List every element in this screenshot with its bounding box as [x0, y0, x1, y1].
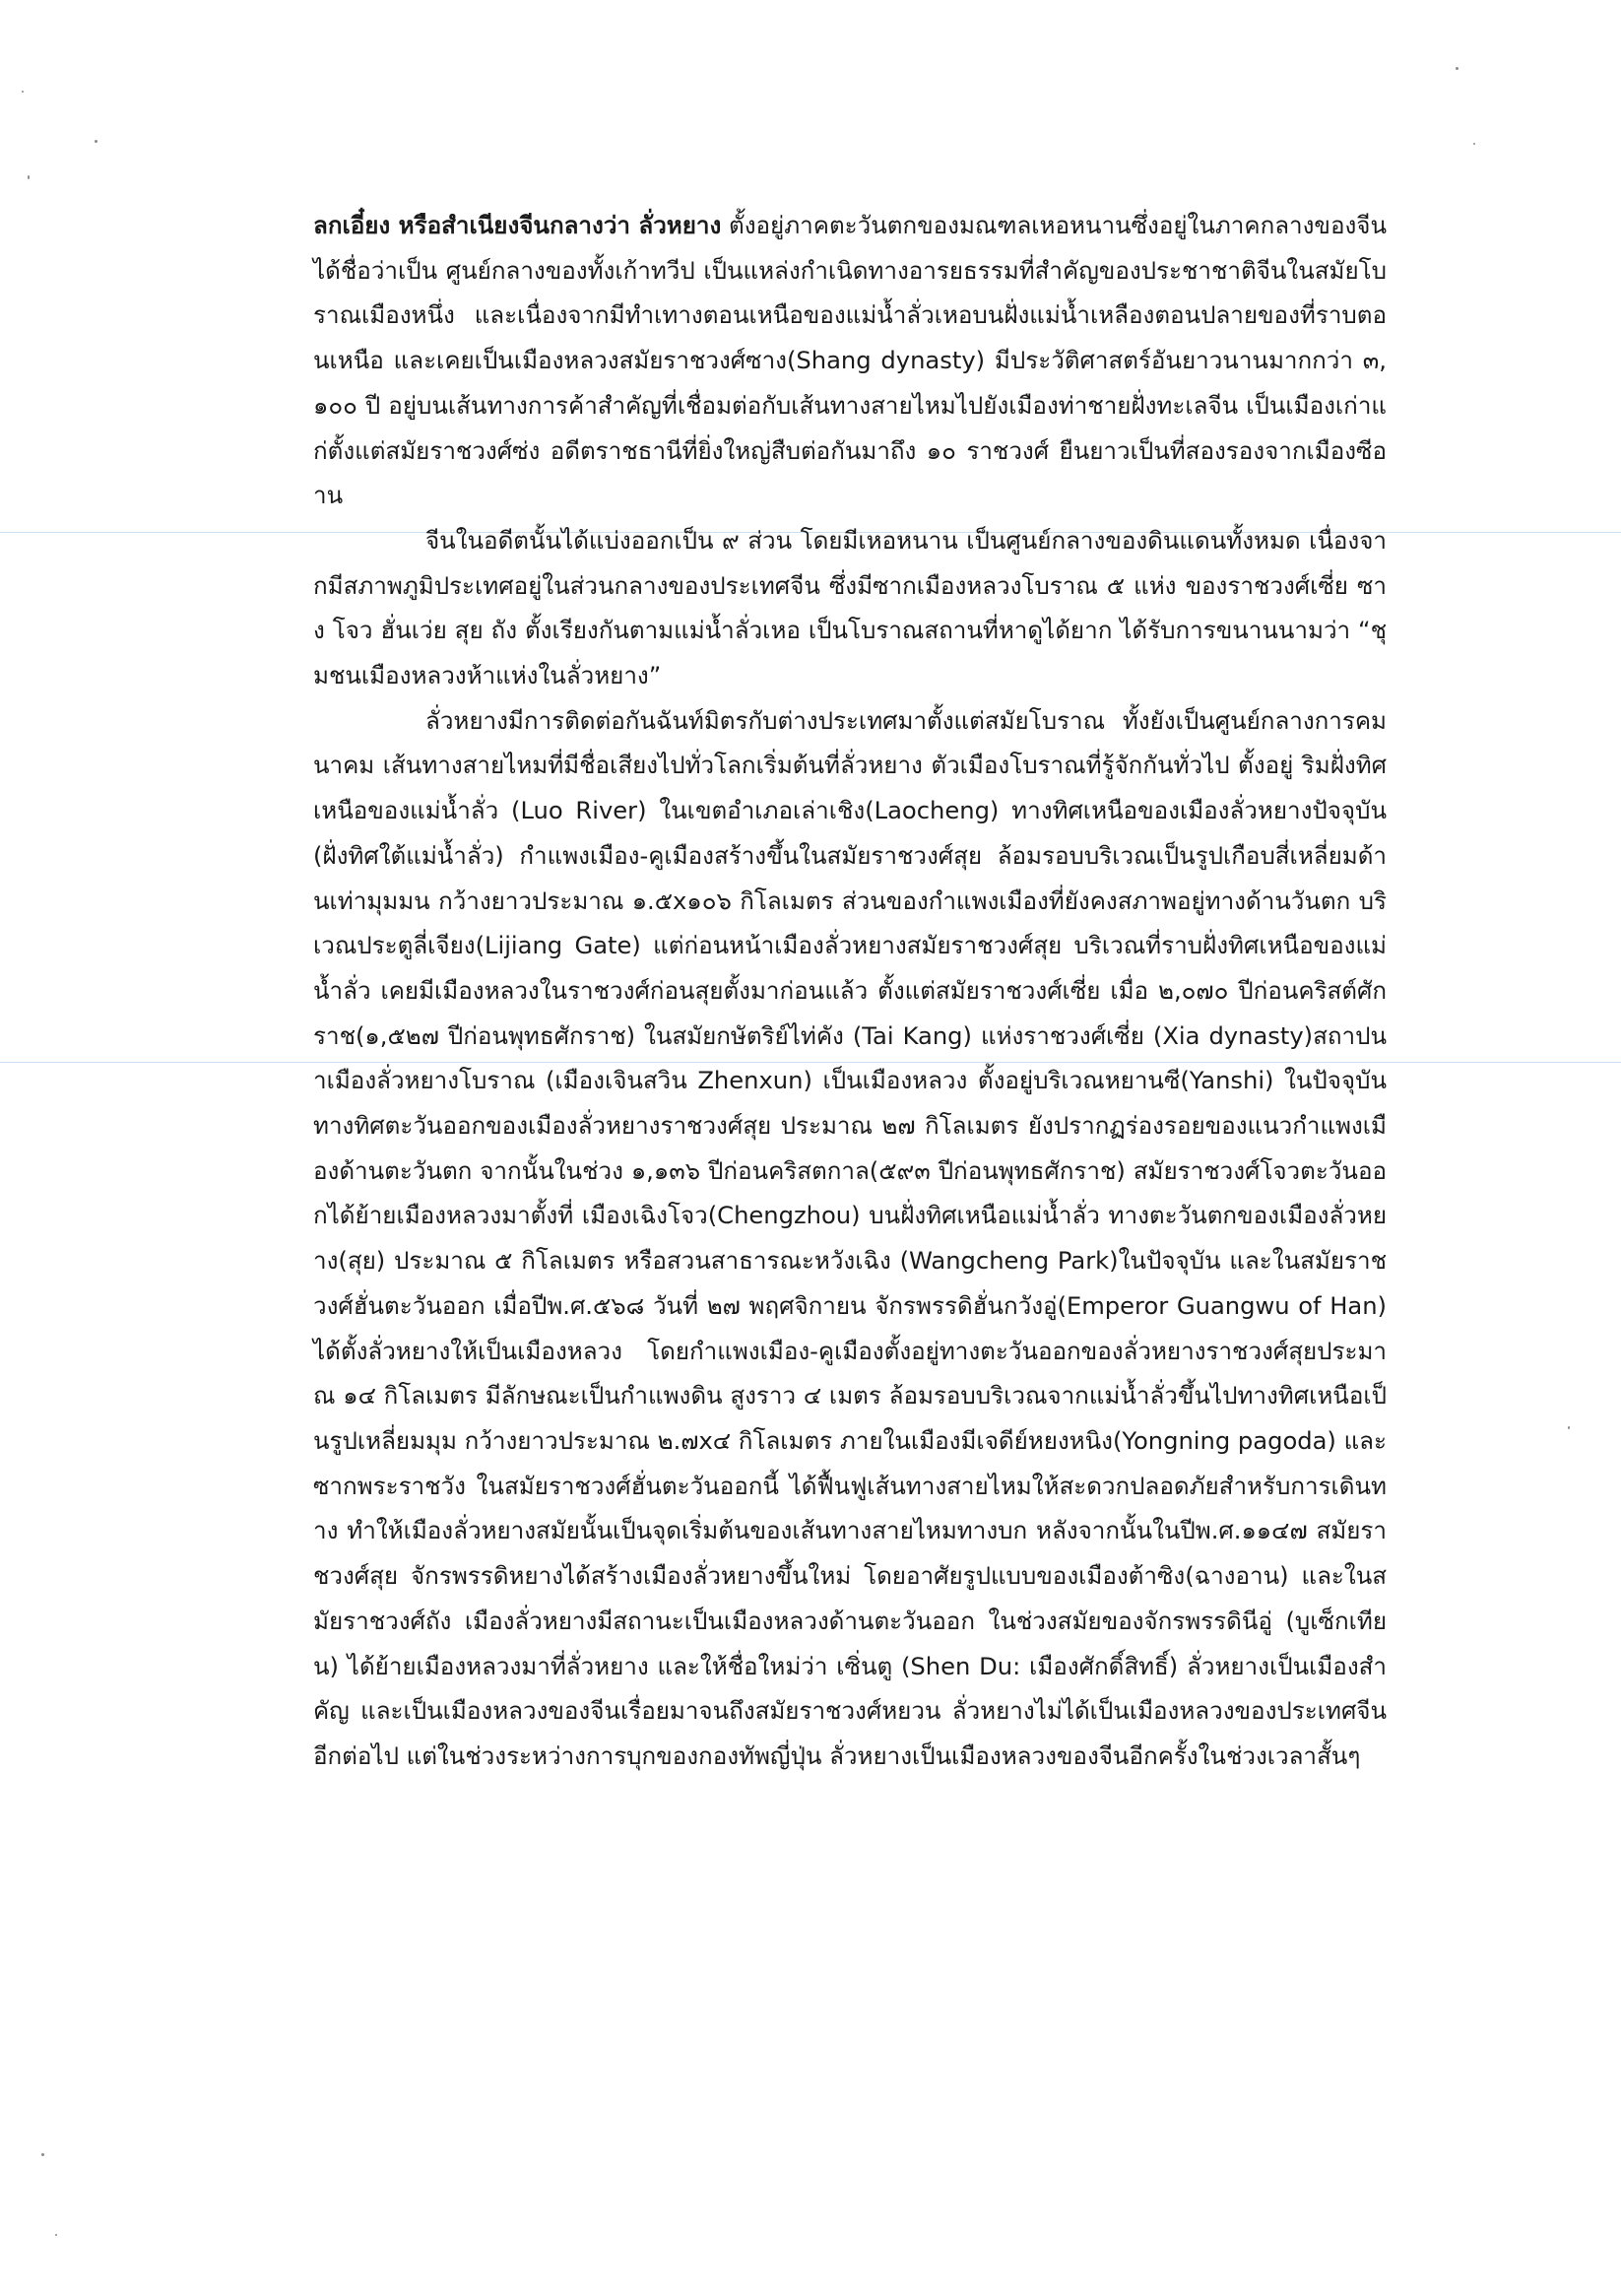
paragraph-nine-regions: จีนในอดีตนั้นได้แบ่งออกเป็น ๙ ส่วน โดยมีเหอหนาน เป็นศูนย์กลางของดินแดนทั้งหมด เนื่องจากมีสภาพภูมิประเทศอยู่ในส่วนกลางของประเทศจีน ซึ่งมีซากเมืองหลวงโบราณ ๕ แห่ง ของราชวงศ์เซี่ย ซาง โจว ฮั่นเว่ย สุย ถัง ตั้งเรียงกันตามแม่น้ำลั่วเหอ เป็นโบราณสถานที่หาดูได้ยาก ได้รับการขนานนามว่า “ชุมชนเมืองหลวงห้าแห่งในลั่วหยาง”: [313, 526, 1387, 690]
paragraph-intro-body: ตั้งอยู่ภาคตะวันตกของมณฑลเหอหนานซึ่งอยู่ในภาคกลางของจีน ได้ชื่อว่าเป็น ศูนย์กลางของทั้งเก้าทวีป เป็นแหล่งกำเนิดทางอารยธรรมที่สำคัญของประชาชาติจีนในสมัยโบราณเมืองหนึ่ง และเนื่องจากมีทำเทางตอนเหนือของแม่น้ำลั่วเหอบนฝั่งแม่น้ำเหลืองตอนปลายของที่ราบตอนเหนือ และเคยเป็นเมืองหลวงสมัยราชวงศ์ซาง(Shang dynasty) มีประวัติศาสตร์อันยาวนานมากกว่า ๓,๑๐๐ ปี อยู่บนเส้นทางการค้าสำคัญที่เชื่อมต่อกับเส้นทางสายไหมไปยังเมืองท่าชายฝั่งทะเลจีน เป็นเมืองเก่าแก่ตั้งแต่สมัยราชวงศ์ซ่ง อดีตราชธานีที่ยิ่งใหญ่สืบต่อกันมาถึง ๑๐ ราชวงศ์ ยืนยาวเป็นที่สองรองจากเมืองซีอาน: [313, 212, 1388, 510]
scan-speck: [22, 91, 24, 93]
document-body: [313, 204, 1387, 1780]
paragraph-intro: [313, 204, 1387, 519]
scan-speck: [1568, 1426, 1570, 1429]
scan-speck: [95, 140, 97, 143]
scan-speck: [55, 2234, 57, 2236]
paragraph-history: ลั่วหยางมีการติดต่อกันฉันท์มิตรกับต่างประเทศมาตั้งแต่สมัยโบราณ ทั้งยังเป็นศูนย์กลางการคมนาคม เส้นทางสายไหมที่มีชื่อเสียงไปทั่วโลกเริ่มต้นที่ลั่วหยาง ตัวเมืองโบราณที่รู้จักกันทั่วไป ตั้งอยู่ ริมฝั่งทิศเหนือของแม่น้ำลั่ว (Luo River) ในเขตอำเภอเล่าเชิง(Laocheng) ทางทิศเหนือของเมืองลั่วหยางปัจจุบัน(ฝั่งทิศใต้แม่น้ำลั่ว) กำแพงเมือง-คูเมืองสร้างขึ้นในสมัยราชวงศ์สุย ล้อมรอบบริเวณเป็นรูปเกือบสี่เหลี่ยมด้านเท่ามุมมน กว้างยาวประมาณ ๑.๕x๑๐๖ กิโลเมตร ส่วนของกำแพงเมืองที่ยังคงสภาพอยู่ทางด้านวันตก บริเวณประตูลี่เจียง(Lijiang Gate) แต่ก่อนหน้าเมืองลั่วหยางสมัยราชวงศ์สุย บริเวณที่ราบฝั่งทิศเหนือของแม่น้ำลั่ว เคยมีเมืองหลวงในราชวงศ์ก่อนสุยตั้งมาก่อนแล้ว ตั้งแต่สมัยราชวงศ์เซี่ย เมื่อ ๒,๐๗๐ ปีก่อนคริสต์ศักราช(๑,๕๒๗ ปีก่อนพุทธศักราช) ในสมัยกษัตริย์ไท่คัง (Tai Kang) แห่งราชวงศ์เซี่ย (Xia dynasty)สถาปนาเมืองลั่วหยางโบราณ (เมืองเจินสวิน Zhenxun) เป็นเมืองหลวง ตั้งอยู่บริเวณหยานซี(Yanshi) ในปัจจุบัน ทางทิศตะวันออกของเมืองลั่วหยางราชวงศ์สุย ประมาณ ๒๗ กิโลเมตร ยังปรากฏร่องรอยของแนวกำแพงเมืองด้านตะวันตก จากนั้นในช่วง ๑,๑๓๖ ปีก่อนคริสตกาล(๕๙๓ ปีก่อนพุทธศักราช) สมัยราชวงศ์โจวตะวันออกได้ย้ายเมืองหลวงมาตั้งที่ เมืองเฉิงโจว(Chengzhou) บนฝั่งทิศเหนือแม่น้ำลั่ว ทางตะวันตกของเมืองลั่วหยาง(สุย) ประมาณ ๕ กิโลเมตร หรือสวนสาธารณะหวังเฉิง (Wangcheng Park)ในปัจจุบัน และในสมัยราชวงศ์ฮั่นตะวันออก เมื่อปีพ.ศ.๕๖๘ วันที่ ๒๗ พฤศจิกายน จักรพรรดิฮั่นกวังอู่(Emperor Guangwu of Han) ได้ตั้งลั่วหยางให้เป็นเมืองหลวง โดยกำแพงเมือง-คูเมืองตั้งอยู่ทางตะวันออกของลั่วหยางราชวงศ์สุยประมาณ ๑๔ กิโลเมตร มีลักษณะเป็นกำแพงดิน สูงราว ๔ เมตร ล้อมรอบบริเวณจากแม่น้ำลั่วขึ้นไปทางทิศเหนือเป็นรูปเหลี่ยมมุม กว้างยาวประมาณ ๒.๗x๔ กิโลเมตร ภายในเมืองมีเจดีย์หยงหนิง(Yongning pagoda) และซากพระราชวัง ในสมัยราชวงศ์ฮั่นตะวันออกนี้ ได้ฟื้นฟูเส้นทางสายไหมให้สะดวกปลอดภัยสำหรับการเดินทาง ทำให้เมืองลั่วหยางสมัยนั้นเป็นจุดเริ่มต้นของเส้นทางสายไหมทางบก หลังจากนั้นในปีพ.ศ.๑๑๔๗ สมัยราชวงศ์สุย จักรพรรดิหยางได้สร้างเมืองลั่วหยางขึ้นใหม่ โดยอาศัยรูปแบบของเมืองต้าซิง(ฉางอาน) และในสมัยราชวงศ์ถัง เมืองลั่วหยางมีสถานะเป็นเมืองหลวงด้านตะวันออก ในช่วงสมัยของจักรพรรดินีอู่ (บูเซ็กเทียน) ได้ย้ายเมืองหลวงมาที่ลั่วหยาง และให้ชื่อใหม่ว่า เซิ่นตู (Shen Du: เมืองศักดิ์สิทธิ์) ลั่วหยางเป็นเมืองสำคัญ และเป็นเมืองหลวงของจีนเรื่อยมาจนถึงสมัยราชวงศ์หยวน ลั่วหยางไม่ได้เป็นเมืองหลวงของประเทศจีนอีกต่อไป แต่ในช่วงระหว่างการบุกของกองทัพญี่ปุ่น ลั่วหยางเป็นเมืองหลวงของจีนอีกครั้งในช่วงเวลาสั้นๆ: [313, 706, 1387, 1770]
scan-speck: [41, 2153, 44, 2156]
scan-speck: [1456, 67, 1459, 70]
scan-speck: [28, 175, 30, 179]
lead-term: ลกเอี๋ยง หรือสำเนียงจีนกลางว่า ลั่วหยาง: [313, 212, 722, 239]
scan-speck: [1473, 143, 1475, 145]
